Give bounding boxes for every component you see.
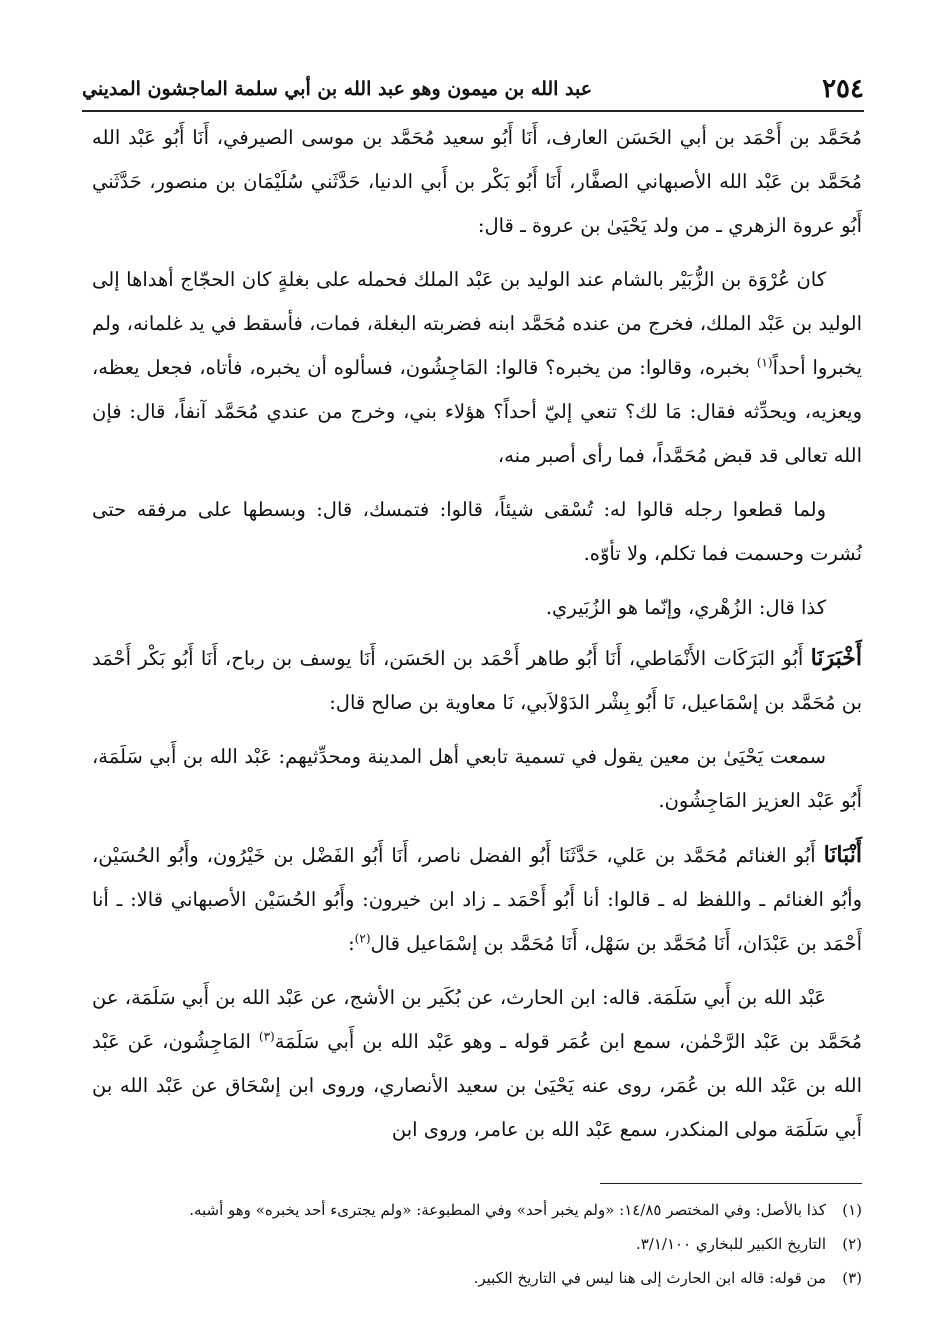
paragraph-8-part-1: عَبْد الله بن أَبي سَلَمَة. قاله: ابن الحارث، عن بُكَير بن الأشج، عن عَبْد الله بن أَبي سَلَمَة، عن مُحَمَّد بن عَبْد الرَّحْمٰن، سمع ابن عُمَر قوله ـ وهو عَبْد الله بن أَبي سَلَمَة	[92, 986, 862, 1053]
paragraph-4: كذا قال: الزُهْري، وإنّما هو الزُبَيري.	[545, 596, 826, 619]
paragraph-7	[92, 833, 862, 966]
paragraph-2	[92, 258, 862, 478]
paragraph-7-part-2: :	[348, 932, 355, 955]
paragraph-2-part-1: كان عُرْوَة بن الزُّبَيْر بالشام عند الوليد بن عَبْد الملك فحمله على بغلةٍ كان الحجّاج أهداها إلى الوليد بن عَبْد الملك، فخرج من عنده مُحَمَّد ابنه فضربته البغلة، فمات، فأسقط في يد غلمانه، ولم يخبروا أحداً	[92, 268, 862, 379]
paragraph-1: مُحَمَّد بن أَحْمَد بن أبي الحَسَن العارف، أَنَا أَبُو سعيد مُحَمَّد بن موسى الصيرفي، أَنَا أَبُو عَبْد الله مُحَمَّد بن عَبْد الله الأصبهاني الصفَّار، أَنَا أَبُو بَكْر بن أَبي الدنيا، حَدَّثَني سُلَيْمَان بن منصور، حَدَّثَني أَبُو عروة الزهري ـ من ولد يَحْيَىٰ بن عروة ـ قال:	[92, 126, 862, 237]
footnote-number: (٢)	[842, 1235, 862, 1253]
footnote-text: التاريخ الكبير للبخاري ٣/١/١٠٠.	[635, 1235, 826, 1253]
footnote-divider	[600, 1183, 862, 1184]
footnote-marker-3[interactable]: (٣)	[258, 1029, 275, 1044]
running-title: عبد الله بن ميمون وهو عبد الله بن أبي سلمة الماجشون المديني	[82, 78, 593, 100]
footnote-number: (٣)	[842, 1269, 862, 1287]
header-divider	[82, 110, 864, 112]
paragraph-5-text: أَبُو البَرَكَات الأَنْمَاطي، أَنَا أَبُو طاهر أَحْمَد بن الحَسَن، أَنَا يوسف بن رباح، أَنَا أَبُو بَكْر أَحْمَد بن مُحَمَّد بن إسْمَاعيل، نَا أَبُو بِشْر الدَوْلاَبي، نَا معاوية بن صالح قال:	[92, 647, 862, 714]
footnote-number: (١)	[842, 1201, 862, 1219]
paragraph-8	[92, 976, 862, 1152]
paragraph-7-part-1: أَبُو الغنائم مُحَمَّد بن عَلي، حَدَّثَنَا أَبُو الفضل ناصر، أَنَا أَبُو الفَضْل بن خَيْرُون، وأَبُو الحُسَيْن، وأبُو الغنائم ـ واللفظ له ـ قالوا: أنا أَبُو أَحْمَد ـ زاد ابن خيرون: وأَبُو الحُسَيْن الأصبهاني قالا: ـ أنا أَحْمَد بن عَبْدَان، أَنَا مُحَمَّد بن سَهْل، أَنَا مُحَمَّد بن إسْمَاعيل قال	[92, 844, 862, 955]
footnote-marker-1[interactable]: (١)	[756, 355, 773, 370]
paragraph-7-lead: أَنْبَانَا	[823, 842, 862, 868]
footnote-text: كذا بالأصل: وفي المختصر ١٤/٨٥: «ولم يخبر أحد» وفي المطبوعة: «ولم يجترىء أحد يخبره» وهو أشبه.	[189, 1201, 826, 1219]
main-text	[92, 116, 862, 1162]
footnote-item	[92, 1193, 862, 1227]
page-number: ٢٥٤	[822, 74, 864, 104]
footnote-item	[92, 1227, 862, 1261]
footnote-marker-2[interactable]: (٢)	[354, 931, 371, 946]
page-header	[82, 72, 864, 106]
paragraph-3: ولما قطعوا رجله قالوا له: تُسْقى شيئاً، قالوا: فتمسك، قال: وبسطها على مرفقه حتى نُشرت وحسمت فما تكلم، ولا تأوّه.	[92, 498, 862, 565]
footnote-text: من قوله: قاله ابن الحارث إلى هنا ليس في التاريخ الكبير.	[473, 1269, 826, 1287]
paragraph-2-part-2: بخبره، وقالوا: من يخبره؟ قالوا: المَاجِشُون، فسألوه أن يخبره، فأتاه، فجعل يعظه، ويعزيه، ويحدِّثه فقال: مَا لك؟ تنعي إليّ أحداً؟ هؤلاء بني، وخرج من عندي مُحَمَّد آنفاً، قال: فإن الله تعالى قد قبض مُحَمَّداً، فما رأى أصبر منه،	[92, 356, 862, 467]
paragraph-8-part-2: المَاجِشُون، عَن عَبْد الله بن عَبْد الله بن عُمَر، روى عنه يَحْيَىٰ بن سعيد الأنصاري، وروى ابن إسْحَاق عن عَبْد الله بن أَبي سَلَمَة مولى المنكدر، سمع عَبْد الله بن عامر، وروى ابن	[92, 1030, 862, 1141]
paragraph-5-lead: أَخْبَرَنَا	[810, 645, 862, 671]
paragraph-5	[92, 636, 862, 725]
paragraph-6: سمعت يَحْيَىٰ بن معين يقول في تسمية تابعي أهل المدينة ومحدِّثيهم: عَبْد الله بن أَبي سَلَمَة، أَبُو عَبْد العزيز المَاجِشُون.	[92, 745, 862, 812]
footnotes	[92, 1193, 862, 1295]
footnote-item	[92, 1261, 862, 1295]
